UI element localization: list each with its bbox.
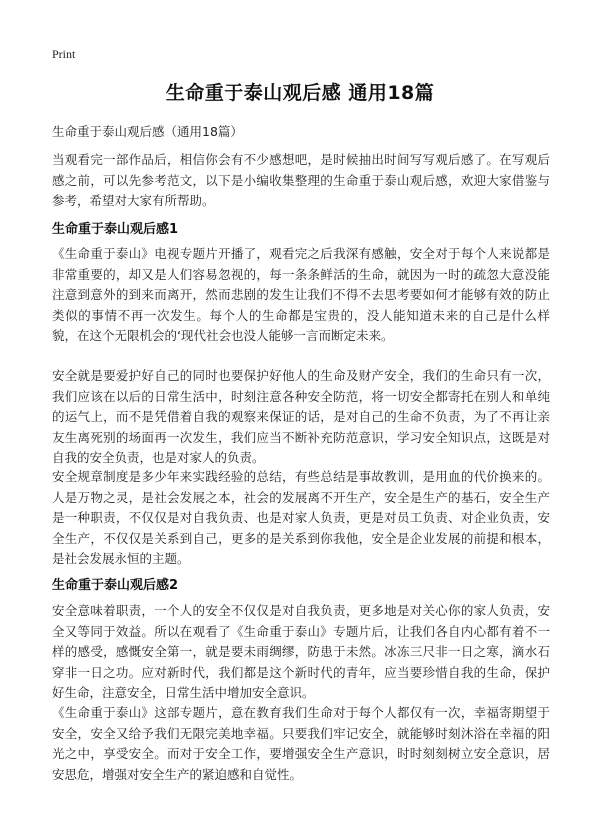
section-2-paragraph-2: 《生命重于泰山》这部专题片，意在教育我们生命对于每个人都仅有一次，幸福寄期望于安全，安全又给予我们无限完美地幸福。只要我们牢记安全，就能够时刻沐浴在幸福的阳光之中，享受安全。而对于安全工作，要增强安全生产意识，时时刻刻树立安全意识，居安思危，增强对安全生产的紧迫感和自觉性。 (52, 705, 550, 782)
section-2-heading: 生命重于泰山观后感2 (52, 578, 179, 593)
section-1-paragraph-2: 安全就是要爱护好自己的同时也要保护好他人的生命及财产安全，我们的生命只有一次，我们应该在以后的日常生活中，时刻注意各种安全防范，将一切安全都寄托在别人和单纯的运气上，而不是凭借着自我的观察来保证的话，是对自己的生命不负责，为了不再让亲友生离死别的场面再一次发生，我们应当不断补充防范意识，学习安全知识点，这既是对自我的安全负责，也是对家人的负责。 (52, 368, 550, 465)
section-1-paragraph-3: 安全规章制度是多少年来实践经验的总结，有些总结是事故教训，是用血的代价换来的。人是万物之灵，是社会发展之本，社会的发展离不开生产，安全是生产的基石，安全生产是一种职责，不仅仅是对自我负责、也是对家人负责，更是对员工负责、对企业负责，安全生产，不仅仅是关系到自己，更多的是关系到你我他，安全是企业发展的前提和根本，是社会发展永恒的主题。 (52, 469, 550, 566)
section-1-heading: 生命重于泰山观后感1 (52, 222, 179, 237)
page-subtitle: 生命重于泰山观后感（通用18篇） (52, 124, 243, 139)
section-2-paragraph-1: 安全意味着职责，一个人的安全不仅仅是对自我负责，更多地是对关心你的家人负责，安全又等同于效益。所以在观看了《生命重于泰山》专题片后，让我们各自内心都有着不一样的感受，感慨安全第一，就是要未雨绸缪，防患于未然。冰冻三尺非一日之寒，滴水石穿非一日之功。应对新时代，我们都是这个新时代的青年，应当要珍惜自我的生命，保护好生命，注意安全，日常生活中增加安全意识。 (52, 603, 550, 700)
section-1-paragraph-1: 《生命重于泰山》电视专题片开播了，观看完之后我深有感触，安全对于每个人来说都是非常重要的，却又是人们容易忽视的，每一条条鲜活的生命，就因为一时的疏忽大意没能注意到意外的到来而离开，然而悲剧的发生让我们不得不去思考要如何才能够有效的防止类似的事情不再一次发生。每个人的生命都是宝贵的，没人能知道未来的自己是什么样貌，在这个无限机会的‘现代社会也没人能够一言而断定未来。 (52, 246, 550, 343)
print-link[interactable]: Print (52, 47, 76, 61)
intro-paragraph: 当观看完一部作品后，相信你会有不少感想吧，是时候抽出时间写写观后感了。在写观后感之前，可以先参考范文，以下是小编收集整理的生命重于泰山观后感，欢迎大家借鉴与参考，希望对大家有所帮助。 (52, 152, 550, 208)
page-title: 生命重于泰山观后感 通用18篇 (165, 82, 435, 104)
